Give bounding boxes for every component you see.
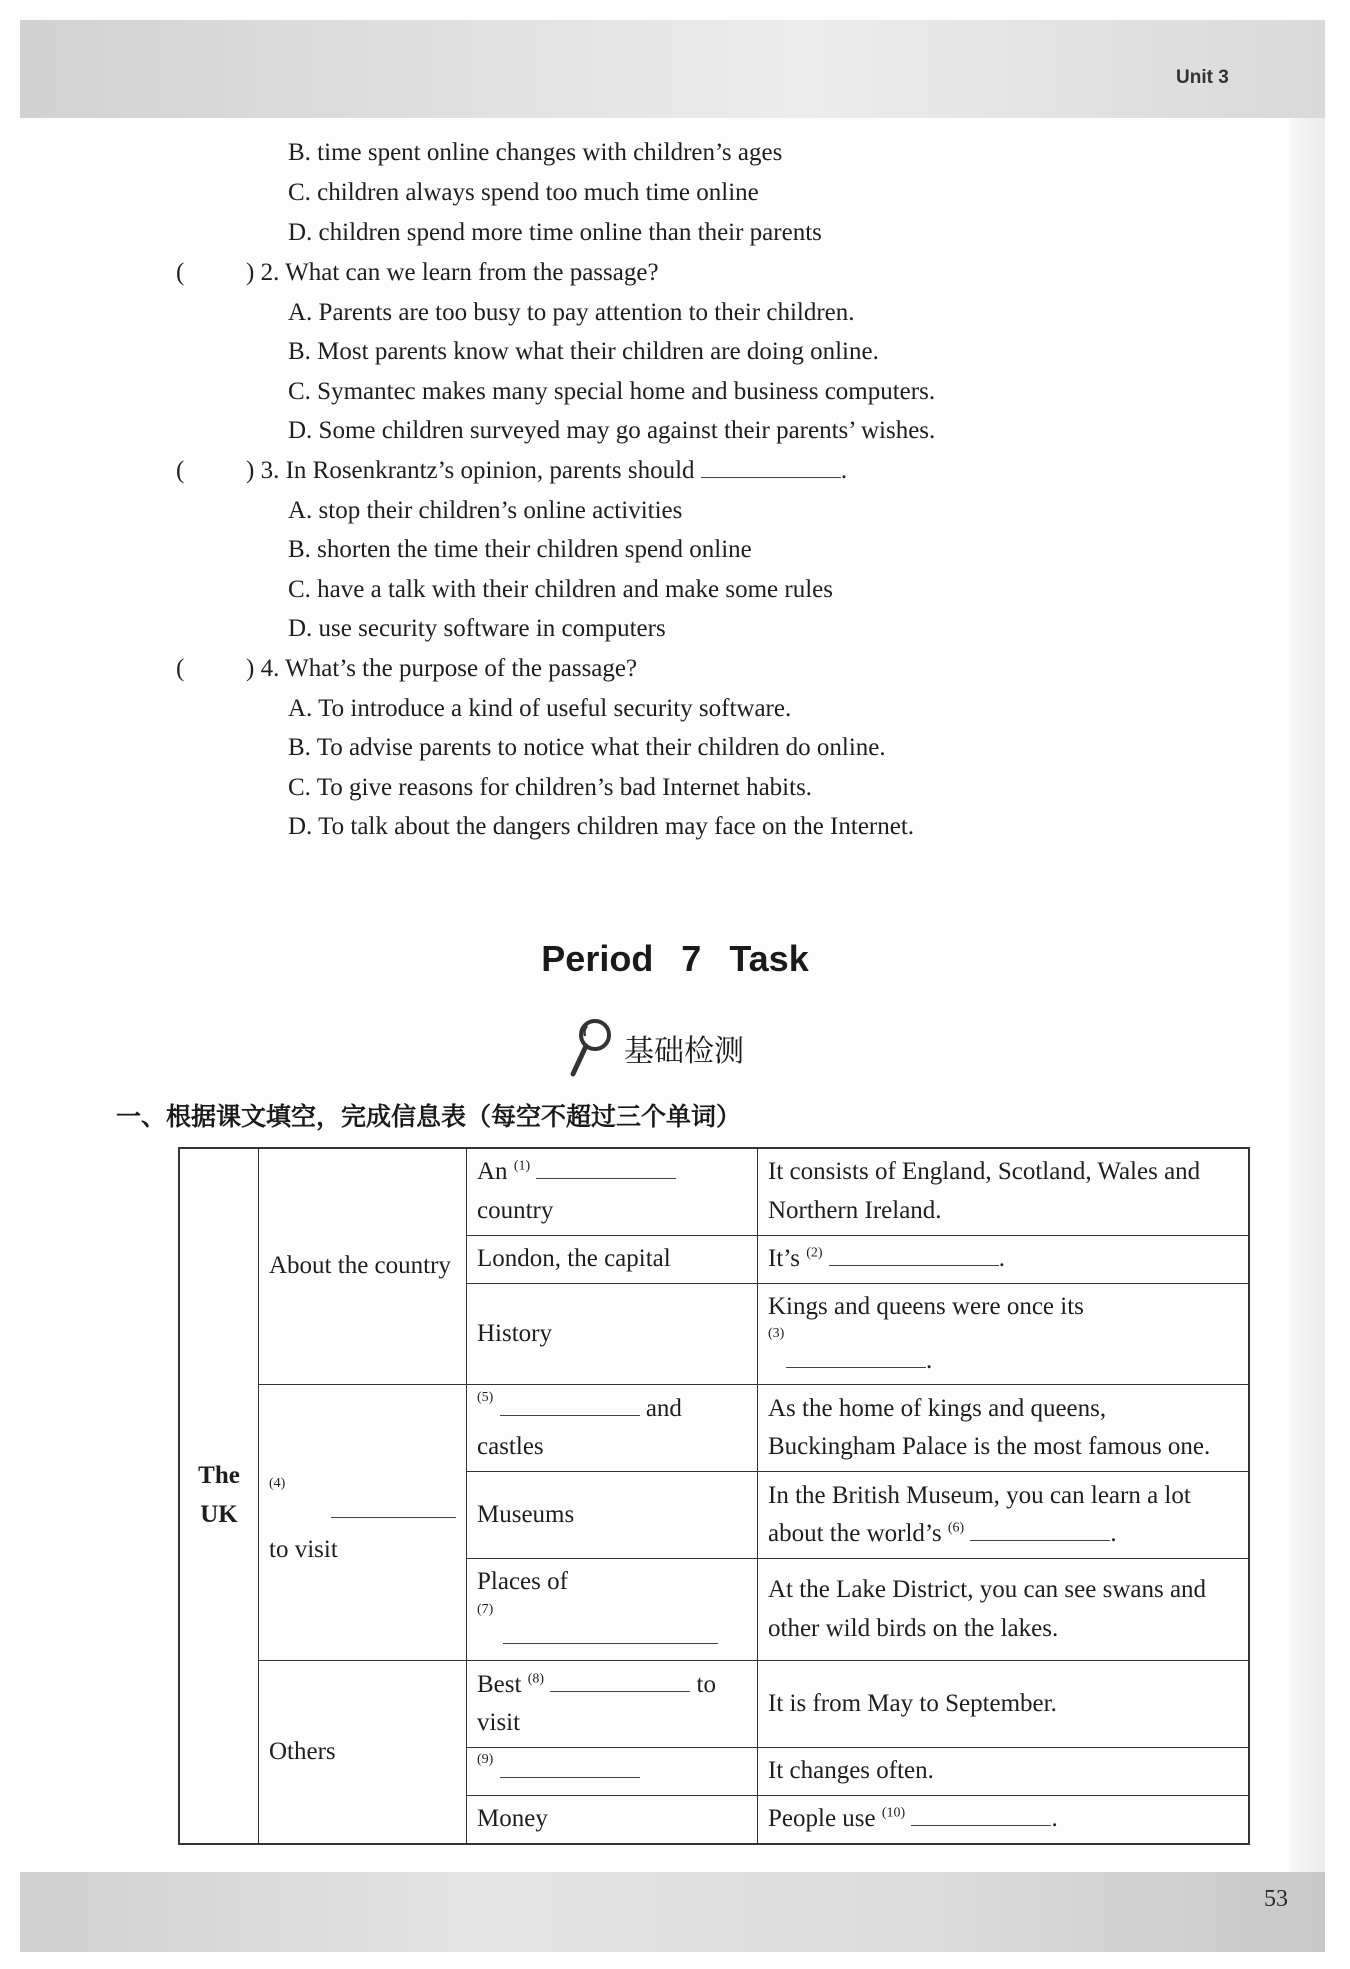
fill-blank[interactable] xyxy=(331,1499,456,1518)
cell-text: Kings and queens were once its xyxy=(768,1292,1084,1320)
blank-number: (3) xyxy=(768,1326,785,1342)
item-cell xyxy=(467,1559,758,1661)
q4-option-d: D. To talk about the dangers children may face on the Internet. xyxy=(288,813,915,840)
fill-blank[interactable] xyxy=(550,1673,690,1692)
cell-text: castles xyxy=(477,1433,544,1461)
fill-blank[interactable] xyxy=(536,1160,676,1179)
cell-text: Places of xyxy=(477,1568,568,1596)
group-others: Others xyxy=(259,1661,467,1844)
cell-text: An xyxy=(477,1158,508,1185)
table-row xyxy=(179,1385,1249,1472)
fill-blank[interactable] xyxy=(970,1522,1110,1541)
q2-option-d: D. Some children surveyed may go against their parents’ wishes. xyxy=(288,417,936,444)
cell-text: . xyxy=(998,1244,1006,1272)
subject-cell xyxy=(179,1148,259,1844)
q3-option-c: C. have a talk with their children and make some rules xyxy=(288,576,833,603)
question-3 xyxy=(176,458,847,483)
item-cell xyxy=(467,1148,758,1235)
unit-label: Unit 3 xyxy=(1176,67,1229,88)
q4-option-b: B. To advise parents to notice what their children do online. xyxy=(288,734,886,761)
instruction: 一、根据课文填空，完成信息表（每空不超过三个单词） xyxy=(116,1102,742,1131)
answer-bracket[interactable]: ( xyxy=(176,259,185,286)
period-title: Period 7 Task xyxy=(541,938,809,979)
cell-text: Best xyxy=(477,1670,522,1698)
cell-text: It’s xyxy=(768,1244,800,1272)
info-cell xyxy=(758,1472,1250,1559)
group-about-country: About the country xyxy=(259,1148,467,1385)
question-3-end: . xyxy=(840,457,848,484)
answer-bracket[interactable]: ( xyxy=(176,655,185,682)
q2-option-b: B. Most parents know what their children are doing online. xyxy=(288,338,879,365)
item-cell: London, the capital xyxy=(467,1235,758,1283)
cell-text: . xyxy=(1051,1805,1058,1833)
cell-text: country xyxy=(477,1196,554,1224)
q2-option-a: A. Parents are too busy to pay attention to their children. xyxy=(288,299,855,326)
q2-option-c: C. Symantec makes many special home and business computers. xyxy=(288,378,936,405)
page-bottom-band xyxy=(20,1872,1325,1952)
q1-option-b: B. time spent online changes with children’s ages xyxy=(288,139,783,166)
question-4 xyxy=(176,656,637,681)
table-row xyxy=(179,1148,1249,1235)
cell-text: In the British Museum, you can learn a lot about the world’s xyxy=(768,1481,1191,1548)
item-cell xyxy=(467,1748,758,1796)
question-3-stem: ) 3. In Rosenkrantz’s opinion, parents should xyxy=(246,457,695,484)
cell-text: to visit xyxy=(269,1535,338,1563)
fill-blank[interactable] xyxy=(500,1397,640,1416)
q4-option-a: A. To introduce a kind of useful security software. xyxy=(288,695,792,722)
subject-text: The xyxy=(198,1462,240,1490)
info-cell: It consists of England, Scotland, Wales and Northern Ireland. xyxy=(758,1148,1250,1235)
blank-number: (9) xyxy=(477,1752,494,1768)
page-top-band xyxy=(20,20,1325,118)
info-cell xyxy=(758,1796,1250,1844)
q3-option-a: A. stop their children’s online activities xyxy=(288,497,683,524)
magnifier-icon xyxy=(568,1018,614,1078)
question-2-stem: ) 2. What can we learn from the passage? xyxy=(246,259,659,286)
group-places-to-visit xyxy=(259,1385,467,1661)
answer-bracket[interactable]: ( xyxy=(176,457,185,484)
q3-option-d: D. use security software in computers xyxy=(288,615,666,642)
blank-number: (8) xyxy=(527,1671,545,1687)
blank-number: (4) xyxy=(269,1476,286,1492)
item-cell: History xyxy=(467,1283,758,1385)
cell-text: and xyxy=(645,1394,682,1422)
page-edge xyxy=(1290,118,1325,1872)
page-number: 53 xyxy=(1264,1886,1288,1912)
q4-option-c: C. To give reasons for children’s bad Internet habits. xyxy=(288,774,813,801)
section-title: 基础检测 xyxy=(624,1034,744,1069)
item-cell xyxy=(467,1385,758,1472)
blank-number: (5) xyxy=(477,1389,494,1405)
q1-option-c: C. children always spend too much time online xyxy=(288,179,759,206)
fill-blank[interactable] xyxy=(829,1247,999,1266)
blank-number: (6) xyxy=(947,1521,965,1537)
fill-blank[interactable] xyxy=(701,459,841,478)
info-cell: It changes often. xyxy=(758,1748,1250,1796)
q3-option-b: B. shorten the time their children spend online xyxy=(288,536,752,563)
subject-text: UK xyxy=(200,1501,238,1529)
cell-text: People use xyxy=(768,1805,876,1833)
question-2 xyxy=(176,260,659,285)
section-header xyxy=(568,1018,744,1078)
item-cell xyxy=(467,1661,758,1748)
info-cell xyxy=(758,1283,1250,1385)
info-table xyxy=(178,1147,1250,1845)
fill-blank[interactable] xyxy=(786,1349,926,1368)
fill-blank[interactable] xyxy=(500,1759,640,1778)
question-4-stem: ) 4. What’s the purpose of the passage? xyxy=(246,655,638,682)
item-cell: Money xyxy=(467,1796,758,1844)
fill-blank[interactable] xyxy=(911,1807,1051,1826)
blank-number: (2) xyxy=(806,1245,823,1261)
fill-blank[interactable] xyxy=(503,1625,718,1644)
q1-option-d: D. children spend more time online than their parents xyxy=(288,219,822,246)
info-cell: As the home of kings and queens, Buckingham Palace is the most famous one. xyxy=(758,1385,1250,1472)
item-cell: Museums xyxy=(467,1472,758,1559)
blank-number: (1) xyxy=(513,1158,531,1174)
blank-number: (7) xyxy=(477,1602,494,1618)
info-cell: At the Lake District, you can see swans and other wild birds on the lakes. xyxy=(758,1559,1250,1661)
cell-text: . xyxy=(926,1346,933,1374)
table-row xyxy=(179,1661,1249,1748)
cell-text: . xyxy=(1110,1520,1117,1548)
blank-number: (10) xyxy=(881,1805,906,1821)
cell-text: visit xyxy=(477,1709,521,1737)
info-cell: It is from May to September. xyxy=(758,1661,1250,1748)
info-cell xyxy=(758,1235,1250,1283)
cell-text: to xyxy=(696,1670,716,1698)
